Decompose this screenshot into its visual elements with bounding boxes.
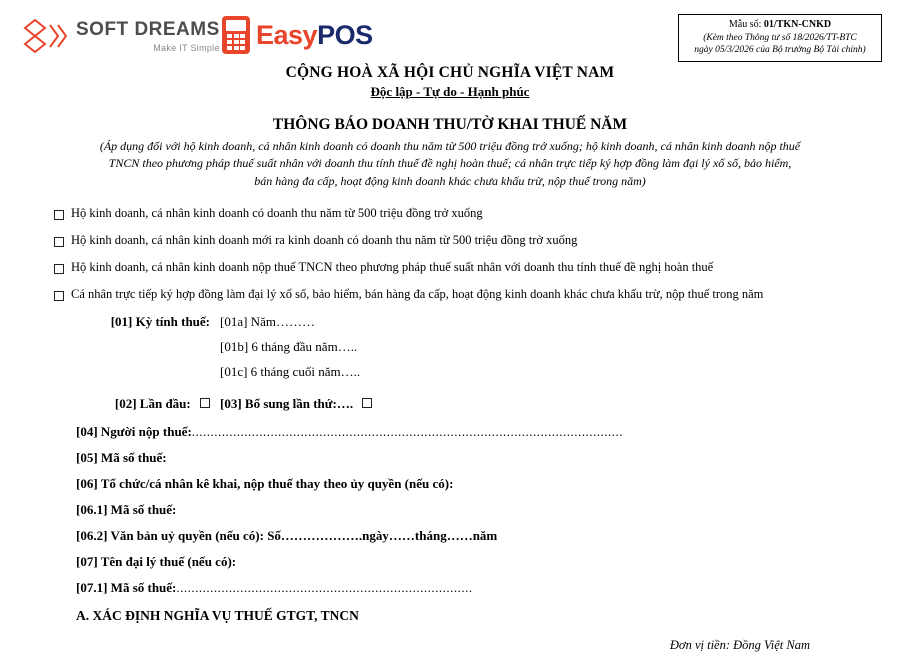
option-row[interactable] [54,206,900,221]
checkbox-icon[interactable] [54,237,64,247]
amendment-cell [220,394,372,412]
option-label: Hộ kinh doanh, cá nhân kinh doanh mới ra kinh doanh có doanh thu năm từ 500 triệu đồng trở xuống [71,233,578,248]
field-label: Tổ chức/cá nhân kê khai, nộp thuế thay theo ủy quyền (nếu có): [100,476,454,492]
field-row [76,528,900,544]
softdreams-logo [22,16,220,56]
field-label: Mã số thuế: [100,450,167,466]
page-header [0,0,900,62]
field-row [76,450,900,466]
field-label: Người nộp thuế: [100,424,192,440]
softdreams-name: SOFT DREAMS [76,18,220,40]
taxpayer-info-section [76,424,900,596]
field-index: [07.1] [76,580,108,596]
first-time-checkbox-icon[interactable] [200,398,210,408]
checkbox-icon[interactable] [54,291,64,301]
field-index: [04] [76,424,98,440]
tax-period-first-half-option[interactable]: [01b] 6 tháng đầu năm….. [220,339,358,355]
field-label: Tên đại lý thuế (nếu có): [100,554,237,570]
country-name: CỘNG HOÀ XÃ HỘI CHỦ NGHĨA VIỆT NAM [285,64,615,81]
option-row[interactable] [54,233,900,248]
easypos-logo [222,16,373,54]
field-row [76,476,900,492]
field-index: [07] [76,554,98,570]
tax-period-h2-row [0,364,900,380]
country-motto: Độc lập - Tự do - Hạnh phúc [370,84,530,99]
option-row[interactable] [54,287,900,302]
option-label: Cá nhân trực tiếp ký hợp đồng làm đại lý xổ số, bảo hiểm, bán hàng đa cấp, hoạt động kinh doanh khác chưa khấu trừ, nộp thuế trong năm [71,287,764,302]
field-value[interactable]: ................................................................................................................... [191,424,624,440]
tax-period-second-half-option[interactable]: [01c] 6 tháng cuối năm….. [220,364,361,380]
field-value[interactable]: ............................................................................... [176,580,473,596]
field-index: [06.2] [76,528,108,544]
tax-period-h1-row [0,339,900,355]
form-number-value: 01/TKN-CNKD [763,19,832,30]
pos-terminal-icon [222,16,250,54]
form-circular-line1: (Kèm theo Thông tư số 18/2026/TT-BTC [703,32,857,43]
amendment-checkbox-icon[interactable] [362,398,372,408]
form-number-label: Mẫu số: [728,19,762,30]
document-subtitle-line3: bán hàng đa cấp, hoạt động kinh doanh khác chưa khấu trừ, nộp thuế trong năm) [254,173,646,188]
field-label: Mã số thuế: [110,580,177,596]
easypos-name-part1: Easy [256,19,318,50]
taxpayer-type-options [54,206,900,302]
option-label: Hộ kinh doanh, cá nhân kinh doanh nộp thuế TNCN theo phương pháp thuế suất nhân với doanh thu tính thuế đề nghị hoàn thuế [71,260,714,275]
national-heading [0,64,900,100]
document-title: THÔNG BÁO DOANH THU/TỜ KHAI THUẾ NĂM [272,116,628,133]
first-time-label: [02] Lần đầu: [114,396,191,412]
easypos-name-part2: POS [317,19,373,50]
field-index: [05] [76,450,98,466]
option-label: Hộ kinh doanh, cá nhân kinh doanh có doanh thu năm từ 500 triệu đồng trở xuống [71,206,483,221]
field-index: [06.1] [76,502,108,518]
document-subtitle-line1: (Áp dụng đối với hộ kinh doanh, cá nhân kinh doanh có doanh thu năm từ 500 triệu đồng trở xuống; hộ kinh doanh, cá nhân kinh doanh nộp thuế [99,139,801,153]
document-subtitle-line2: TNCN theo phương pháp thuế suất nhân với doanh thu tính thuế đề nghị hoàn thuế; cá nhân trực tiếp ký hợp đồng làm đại lý xổ số, bảo hiểm, [108,156,792,171]
form-number-box [678,14,882,62]
section-a-heading: A. XÁC ĐỊNH NGHĨA VỤ THUẾ GTGT, TNCN [76,608,359,624]
field-row [76,554,900,570]
checkbox-icon[interactable] [54,210,64,220]
tax-period-section [0,314,900,412]
softdreams-mark-icon [22,16,68,56]
form-circular-line2: ngày 05/3/2026 của Bộ trưởng Bộ Tài chính) [694,45,866,56]
option-row[interactable] [54,260,900,275]
field-index: [06] [76,476,98,492]
field-row [76,580,900,596]
tax-period-label: [01] Kỳ tính thuế: [110,314,210,330]
amendment-label: [03] Bổ sung lần thứ:…. [220,396,354,412]
document-subtitle [42,138,858,190]
checkbox-icon[interactable] [54,264,64,274]
field-row [76,502,900,518]
tax-period-year-row [0,314,900,330]
first-time-cell [0,394,220,412]
tax-period-year-option[interactable]: [01a] Năm……… [220,314,315,330]
field-row [76,424,900,440]
field-label: Mã số thuế: [110,502,177,518]
declaration-type-row [0,394,900,412]
currency-unit-note: Đơn vị tiền: Đồng Việt Nam [669,638,810,653]
field-label: Văn bản uỷ quyền (nếu có): Số……………….ngày……tháng……năm [110,528,498,544]
softdreams-tagline: Make IT Simple [153,42,220,53]
